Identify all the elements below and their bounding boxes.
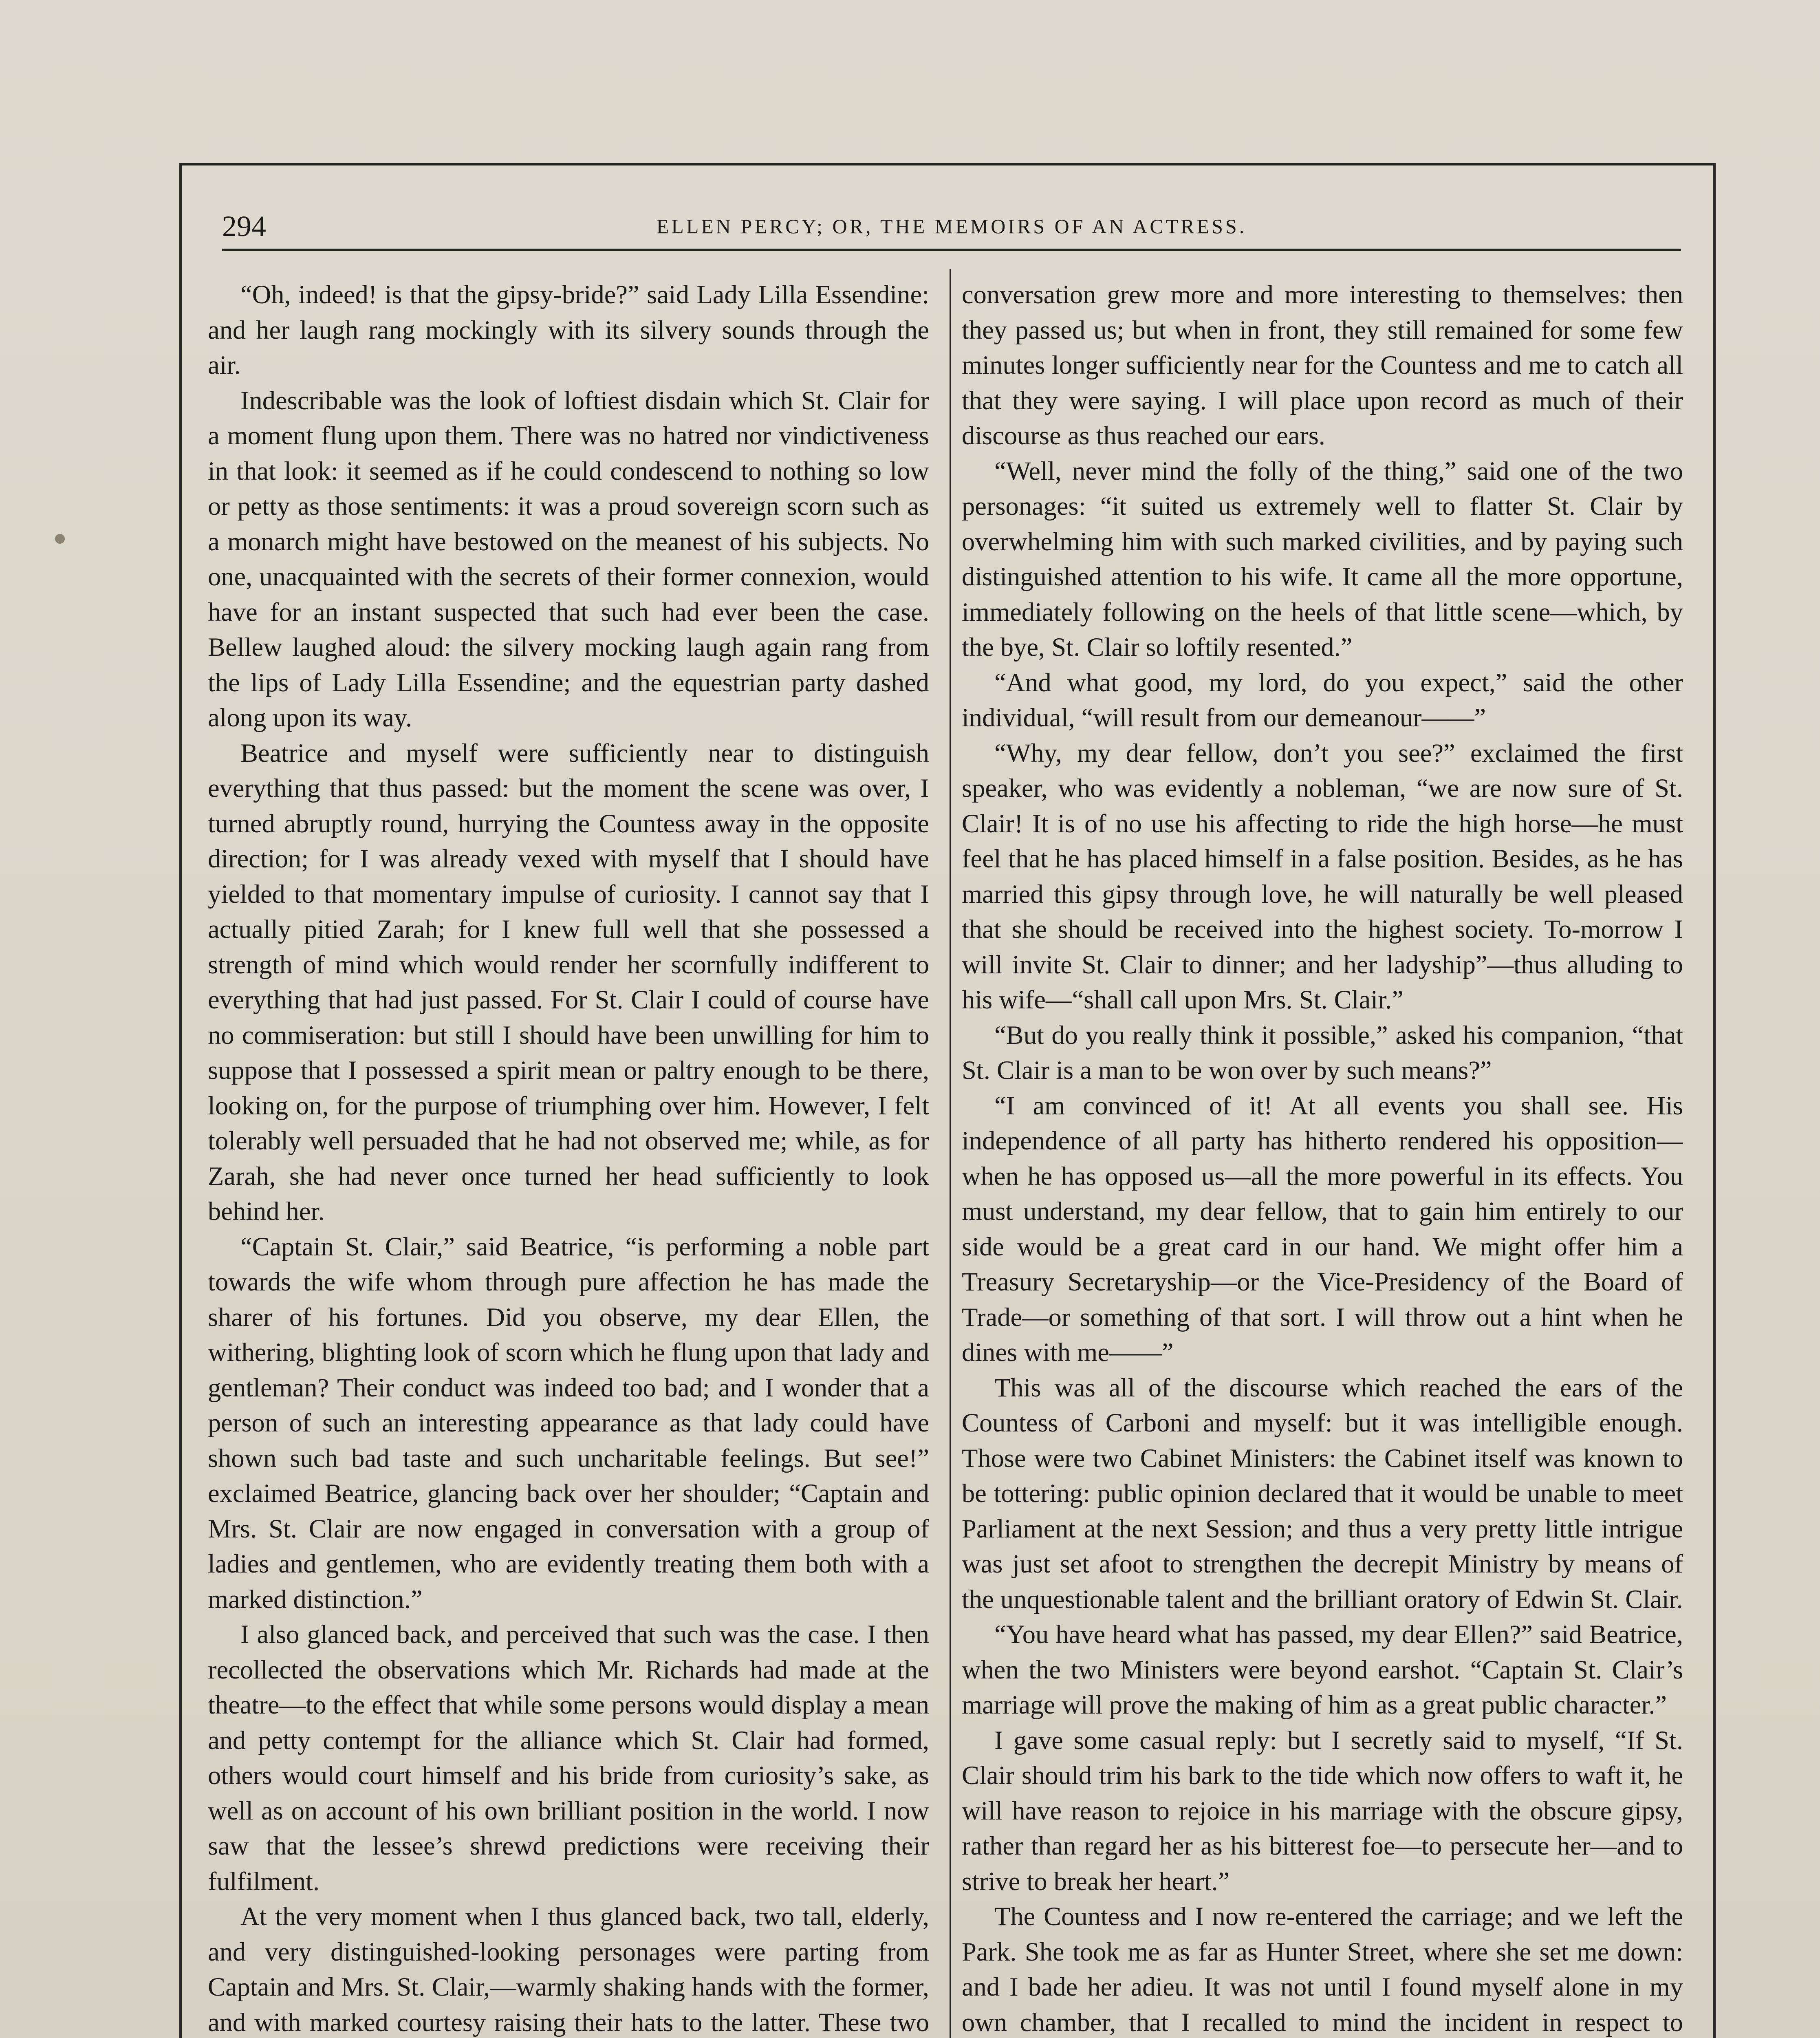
- paragraph: “And what good, my lord, do you expect,” said the other individual, “will result from our demeanour——”: [962, 668, 1683, 732]
- binding-hole: [55, 534, 65, 544]
- paragraph: “But do you really think it possible,” asked his companion, “that St. Clair is a man to be won over by such means?”: [962, 1020, 1683, 1085]
- paragraph: This was all of the discourse which reached the ears of the Countess of Carboni and myself: but it was intelligible enough. Those were two Cabinet Ministers: the Cabinet itself was known to be tottering: public opinion declared that it would be unable to meet Parliament at the next Session; and thus a very pretty little intrigue was just set afoot to strengthen the decrepit Ministry by means of the unquestionable talent and the brilliant oratory of Edwin St. Clair.: [962, 1373, 1683, 1614]
- paragraph: “You have heard what has passed, my dear Ellen?” said Beatrice, when the two Ministers were beyond earshot. “Captain St. Clair’s marriage will prove the making of him as a great public character.”: [962, 1620, 1683, 1719]
- paragraph: The Countess and I now re-entered the carriage; and we left the Park. She took me as far as Hunter Street, where she set me down: and I bade her adieu. It was not until I found myself alone in my own chamber, that I recalled to mind the incident in respect to: [962, 1902, 1683, 2037]
- paragraph: “Why, my dear fellow, don’t you see?” exclaimed the first speaker, who was evidently a nobleman, “we are now sure of St. Clair! It is of no use his affecting to ride the high horse—he must feel that he has placed himself in a false position. Besides, as he has married this gipsy through love, he will naturally be well pleased that she should be received into the highest society. To-morrow I will invite St. Clair to dinner; and her ladyship”—thus alluding to his wife—“shall call upon Mrs. St. Clair.”: [962, 738, 1683, 1014]
- paragraph: Indescribable was the look of loftiest disdain which St. Clair for a moment flung upon them. There was no hatred nor vindictiveness in that look: it seemed as if he could condescend to nothing so low or petty as those sentiments: it was a proud sovereign scorn such as a monarch might have bestowed on the meanest of his subjects. No one, unacquainted with the secrets of their former connexion, would have for an instant suspected that such had ever been the case. Bellew laughed aloud: the silvery mocking laugh again rang from the lips of Lady Lilla Essendine; and the equestrian party dashed along upon its way.: [208, 386, 929, 732]
- left-column: [208, 277, 929, 2038]
- running-title: ELLEN PERCY; OR, THE MEMOIRS OF AN ACTRESS.: [656, 215, 1247, 238]
- paragraph: Beatrice and myself were sufficiently near to distinguish everything that thus passed: but the moment the scene was over, I turned abruptly round, hurrying the Countess away in the opposite direction; for I was already vexed with myself that I should have yielded to that momentary impulse of curiosity. I cannot say that I actually pitied Zarah; for I knew full well that she possessed a strength of mind which would render her scornfully indifferent to everything that had just passed. For St. Clair I could of course have no commiseration: but still I should have been unwilling for him to suppose that I possessed a spirit mean or paltry enough to be there, looking on, for the purpose of triumphing over him. However, I felt tolerably well persuaded that he had not observed me; while, as for Zarah, she had never once turned her head sufficiently to look behind her.: [208, 738, 929, 1226]
- column-divider: [950, 269, 951, 2038]
- right-column: [962, 277, 1683, 2038]
- paragraph: “Oh, indeed! is that the gipsy-bride?” said Lady Lilla Essendine: and her laugh rang mockingly with its silvery sounds through the air.: [208, 280, 929, 379]
- paragraph: “Captain St. Clair,” said Beatrice, “is performing a noble part towards the wife whom through pure affection he has made the sharer of his fortunes. Did you observe, my dear Ellen, the withering, blighting look of scorn which he flung upon that lady and gentleman? Their conduct was indeed too bad; and I wonder that a person of such an interesting appearance as that lady could have shown such bad taste and such uncharitable feelings. But see!” exclaimed Beatrice, glancing back over her shoulder; “Captain and Mrs. St. Clair are now engaged in conversation with a group of ladies and gentlemen, who are evidently treating them both with a marked distinction.”: [208, 1232, 929, 1614]
- paragraph: I also glanced back, and perceived that such was the case. I then recollected the observations which Mr. Richards had made at the theatre—to the effect that while some persons would display a mean and petty contempt for the alliance which St. Clair had formed, others would court himself and his bride from curiosity’s sake, as well as on account of his own brilliant position in the world. I now saw that the lessee’s shrewd predictions were receiving their fulfilment.: [208, 1620, 929, 1896]
- page-number: 294: [222, 210, 266, 243]
- paragraph: “I am convinced of it! At all events you shall see. His independence of all party has hitherto rendered his opposition—when he has opposed us—all the more powerful in its effects. You must understand, my dear fellow, that to gain him entirely to our side would be a great card in our hand. We might offer him a Treasury Secretaryship—or the Vice-Presidency of the Board of Trade—or something of that sort. I will throw out a hint when he dines with me——”: [962, 1091, 1683, 1367]
- paragraph: conversation grew more and more interesting to themselves: then they passed us; but when in front, they still remained for some few minutes longer sufficiently near for the Countess and me to catch all that they were saying. I will place upon record as much of their discourse as thus reached our ears.: [962, 280, 1683, 450]
- paragraph: I gave some casual reply: but I secretly said to myself, “If St. Clair should trim his bark to the tide which now offers to waft it, he will have reason to rejoice in his marriage with the obscure gipsy, rather than regard her as his bitterest foe—to persecute her—and to strive to break her heart.”: [962, 1725, 1683, 1896]
- paragraph: At the very moment when I thus glanced back, two tall, elderly, and very distinguished-looking personages were parting from Captain and Mrs. St. Clair,—warmly shaking hands with the former, and with marked courtesy raising their hats to the latter. These two: [208, 1902, 929, 2037]
- paragraph: “Well, never mind the folly of the thing,” said one of the two personages: “it suited us extremely well to flatter St. Clair by overwhelming him with such marked civilities, and by paying such distinguished attention to his wife. It came all the more opportune, immediately following on the heels of that little scene—which, by the bye, St. Clair so loftily resented.”: [962, 456, 1683, 662]
- page-header: [222, 204, 1681, 251]
